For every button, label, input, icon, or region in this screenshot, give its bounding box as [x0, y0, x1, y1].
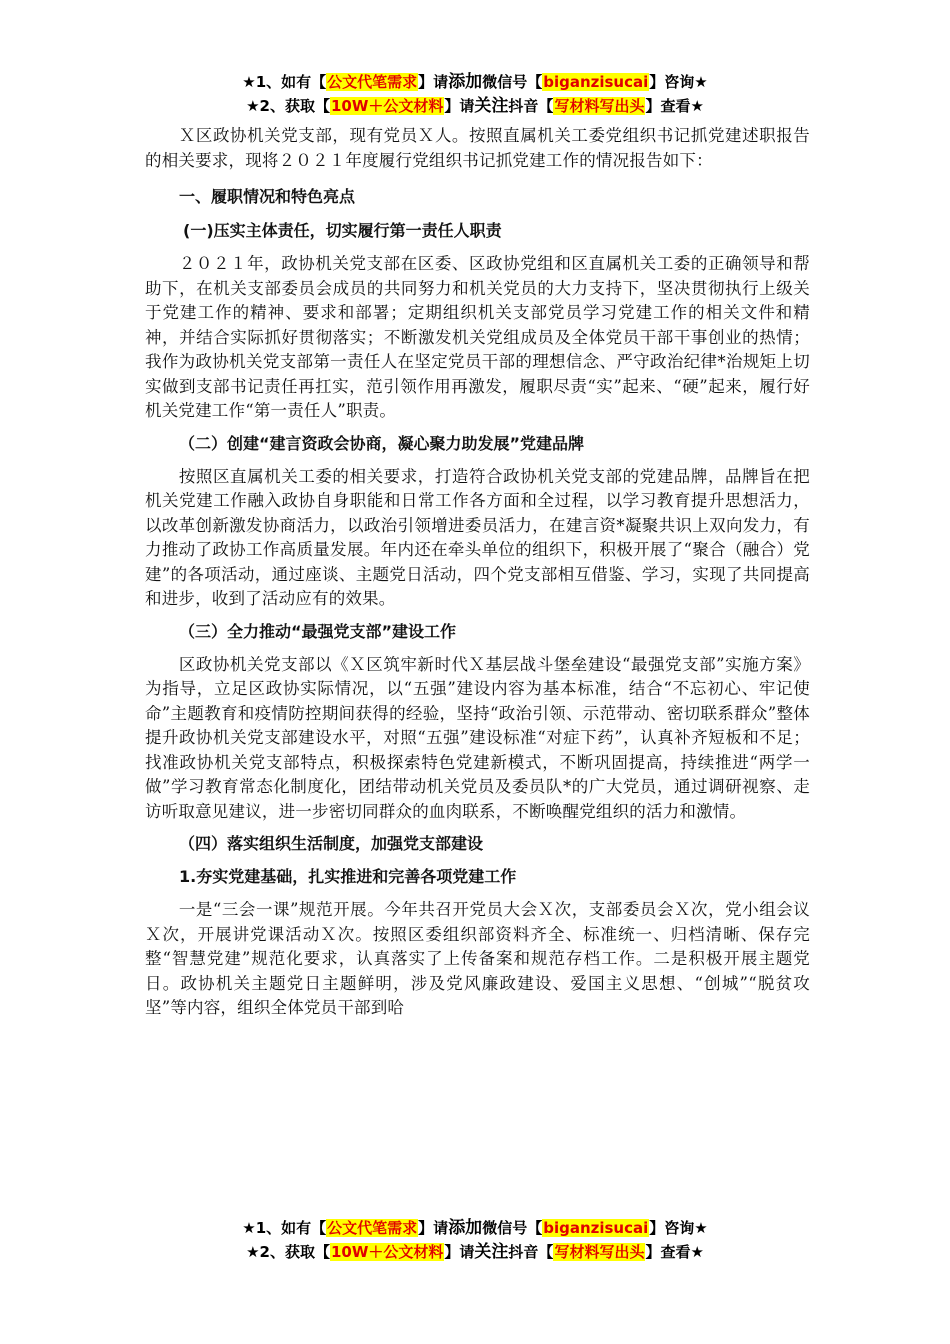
footer-ad-banner [0, 1216, 950, 1264]
section-heading: 一、履职情况和特色亮点 [179, 187, 356, 206]
ad-douyin-id: 写材料写出头 [554, 1243, 645, 1261]
ad-text: 】请 [418, 73, 449, 91]
ad-text: 】请 [418, 1219, 449, 1237]
ad-text: ★2、获取【 [246, 97, 330, 115]
subsection-heading: （四）落实组织生活制度，加强党支部建设 [179, 834, 484, 853]
ad-text: ★1、如有【 [242, 73, 327, 91]
ad-text: 】咨询★ [649, 73, 708, 91]
ad-wechat-id: biganzisucai [543, 73, 649, 91]
ad-text: 】查看★ [645, 1243, 704, 1261]
ad-emphasis: 添加 [448, 72, 483, 92]
body-paragraph: 一是“三会一课”规范开展。今年共召开党员大会Ｘ次，支部委员会Ｘ次，党小组会议Ｘ次，开展讲党课活动Ｘ次。按照区委组织部资料齐全、标准统一、归档清晰、保存完整“智慧党建”规范化要求，认真落实了上传备案和规范存档工作。二是积极开展主题党日。政协机关主题党日主题鲜明，涉及党风廉政建设、爱国主义思想、“创城”“脱贫攻坚”等内容，组织全体党员干部到哈 [145, 900, 810, 1017]
subsection-heading: （二）创建“建言资政会协商，凝心聚力助发展”党建品牌 [179, 433, 585, 453]
ad-emphasis: 关注 [474, 96, 509, 116]
ad-text: 抖音【 [508, 97, 554, 115]
ad-highlight: 公文代笔需求 [327, 73, 418, 91]
body-paragraph: ２０２１年，政协机关党支部在区委、区政协党组和区直属机关工委的正确领导和帮助下，在机关支部委员会成员的共同努力和机关党员的大力支持下，坚决贯彻执行上级关于党建工作的精神、要求和部署；定期组织机关支部党员学习党建工作的相关文件和精神，并结合实际抓好贯彻落实；不断激发机关党组成员及全体党员干部干事创业的热情；我作为政协机关党支部第一责任人在坚定党员干部的理想信念、严守政治纪律*治规矩上切实做到支部书记责任再扛实，范引领作用再激发，履职尽责“实”起来、“硬”起来，履行好机关党建工作“第一责任人”职责。 [145, 254, 810, 420]
body-paragraph: 区政协机关党支部以《Ｘ区筑牢新时代Ｘ基层战斗堡垒建设“最强党支部”实施方案》为指导，立足区政协实际情况，以“五强”建设内容为基本标准，结合“不忘初心、牢记使命”主题教育和疫情防控期间获得的经验，坚持“政治引领、示范带动、密切联系群众”整体提升政协机关党支部建设水平，对照“五强”建设标准“对症下药”，认真补齐短板和不足；找准政协机关党支部特点，积极探索特色党建新模式，不断巩固提高，持续推进“两学一做”学习教育常态化制度化，团结带动机关党员及委员队*的广大党员，通过调研视察、走访听取意见建议，进一步密切同群众的血肉联系，不断唤醒党组织的活力和激情。 [145, 654, 810, 821]
ad-wechat-id: biganzisucai [543, 1219, 649, 1237]
header-ad-banner [0, 70, 950, 118]
ad-douyin-id: 写材料写出头 [554, 97, 645, 115]
ad-highlight: 10W＋公文材料 [330, 1243, 444, 1261]
footer-ad-line-1 [0, 1216, 950, 1240]
ad-emphasis: 添加 [448, 1218, 483, 1238]
ad-text: 抖音【 [508, 1243, 554, 1261]
intro-paragraph: Ｘ区政协机关党支部，现有党员Ｘ人。按照直属机关工委党组织书记抓党建述职报告的相关要求，现将２０２１年度履行党组织书记抓党建工作的情况报告如下： [145, 126, 810, 170]
header-ad-line-1 [0, 70, 950, 94]
ad-text: ★2、获取【 [246, 1243, 330, 1261]
ad-text: 微信号【 [482, 1219, 543, 1237]
ad-text: 微信号【 [482, 73, 543, 91]
document-body [145, 124, 810, 1021]
ad-text: 】咨询★ [649, 1219, 708, 1237]
subsection-heading: (一)压实主体责任，切实履行第一责任人职责 [183, 221, 502, 240]
subsection-heading: （三）全力推动“最强党支部”建设工作 [179, 621, 457, 641]
footer-ad-line-2 [0, 1240, 950, 1264]
body-paragraph: 按照区直属机关工委的相关要求，打造符合政协机关党支部的党建品牌，品牌旨在把机关党建工作融入政协自身职能和日常工作各方面和全过程，以学习教育提升思想活力，以改革创新激发协商活力，以政治引领增进委员活力，在建言资*凝聚共识上双向发力，有力推动了政协工作高质量发展。年内还在牵头单位的组织下，积极开展了“聚合（融合）党建”的各项活动，通过座谈、主题党日活动，四个党支部相互借鉴、学习，实现了共同提高和进步，收到了活动应有的效果。 [145, 466, 810, 608]
ad-text: 】请 [444, 97, 475, 115]
ad-text: 】查看★ [645, 97, 704, 115]
ad-emphasis: 关注 [474, 1242, 509, 1262]
ad-highlight: 10W＋公文材料 [330, 97, 444, 115]
ad-text: ★1、如有【 [242, 1219, 327, 1237]
ad-highlight: 公文代笔需求 [327, 1219, 418, 1237]
header-ad-line-2 [0, 94, 950, 118]
ad-text: 】请 [444, 1243, 475, 1261]
sub-subsection-heading: 1.夯实党建基础，扎实推进和完善各项党建工作 [179, 867, 517, 886]
